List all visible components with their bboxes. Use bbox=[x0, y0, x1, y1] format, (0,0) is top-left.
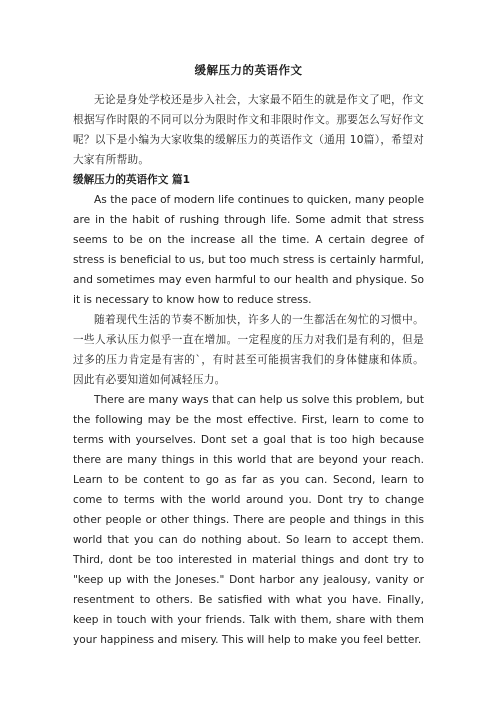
intro-paragraph: 无论是身处学校还是步入社会，大家最不陌生的就是作文了吧，作文根据写作时限的不同可以分为限时作文和非限时作文。那要怎么写好作文呢？以下是小编为大家收集的缓解压力的英语作文（通用 10篇），希望对大家有所帮助。 bbox=[73, 94, 424, 166]
document-body bbox=[73, 62, 424, 650]
english-paragraph-1: As the pace of modern life continues to quicken, many people are in the habit of rushing through life. Some admit that stress seems to be on the increase all the time. A certain degree of stress is beneficial to us, but too much stress is certainly harmful, and sometimes may even harmful to our health and physique. So it is necessary to know how to reduce stress. bbox=[73, 194, 424, 306]
chinese-translation-paragraph: 随着现代生活的节奏不断加快，许多人的一生都活在匆忙的习惯中。一些人承认压力似乎一直在增加。一定程度的压力对我们是有利的，但是过多的压力肯定是有害的`，有时甚至可能损害我们的身体健康和体质。因此有必要知道如何减轻压力。 bbox=[73, 314, 424, 386]
document-title: 缓解压力的英语作文 bbox=[194, 63, 303, 77]
section-heading: 缓解压力的英语作文 篇1 bbox=[73, 174, 190, 186]
english-paragraph-2: There are many ways that can help us solve this problem, but the following may be the most effective. First, learn to come to terms with yourselves. Dont set a goal that is too high because there are many things in this world that are beyond your reach. Learn to be content to go as far as you can. Second, learn to come to terms with the world around you. Dont try to change other people or other things. There are people and things in this world that you can do nothing about. So learn to accept them. Third, dont be too interested in material things and dont try to "keep up with the Joneses." Dont harbor any jealousy, vanity or resentment to others. Be satisfied with what you have. Finally, keep in touch with your friends. Talk with them, share with them your happiness and misery. This will help to make you feel better. bbox=[73, 394, 424, 646]
